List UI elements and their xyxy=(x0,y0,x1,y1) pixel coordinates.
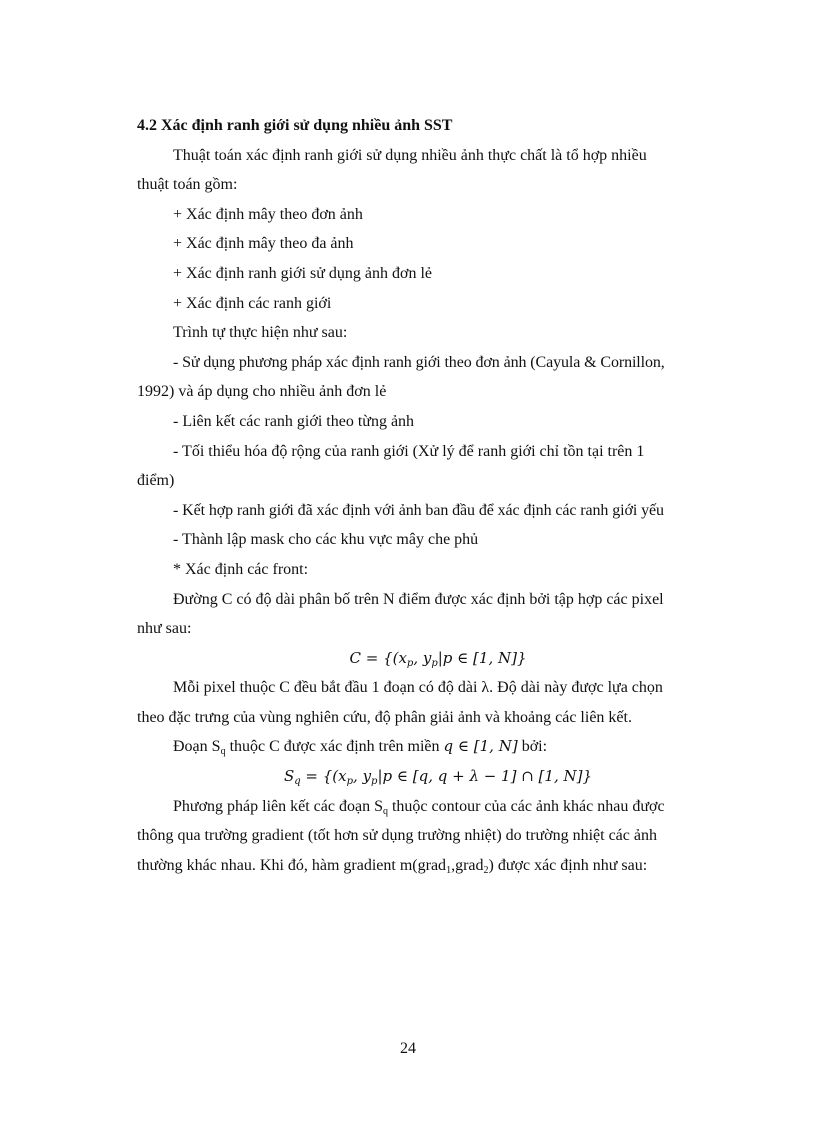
list-item-cloud-multi: + Xác định mây theo đa ảnh xyxy=(173,235,354,253)
list-item-cloud-single: + Xác định mây theo đơn ảnh xyxy=(173,205,363,223)
eq-curve-mid: , y xyxy=(413,648,432,667)
link-text-sub: q xyxy=(382,805,388,817)
eq-seg-eq: = {(x xyxy=(300,767,347,786)
list-item-boundaries: + Xác định các ranh giới xyxy=(173,294,332,312)
eq-seg-rhs: |p ∈ [q, q + λ − 1] ∩ [1, N]} xyxy=(377,767,593,786)
gradient-line-2 xyxy=(137,851,739,881)
paragraph-intro-line-2: thuật toán gồm: xyxy=(137,176,238,194)
equation-curve xyxy=(137,644,739,674)
paragraph-sequence: Trình tự thực hiện như sau: xyxy=(173,324,348,342)
eq-curve-rhs: |p ∈ [1, N]} xyxy=(437,648,527,667)
step-1-line-2: 1992) và áp dụng cho nhiều ảnh đơn lẻ xyxy=(137,383,387,401)
curve-line-2: như sau: xyxy=(137,620,192,638)
fronts-heading: * Xác định các front: xyxy=(173,560,309,578)
segment-text-pre: Đoạn S xyxy=(173,738,221,756)
pixel-line-2: theo đặc trưng của vùng nghiên cứu, độ phân giải ảnh và khoảng các liên kết. xyxy=(137,708,632,726)
gradient-text-mid: ,grad xyxy=(451,856,484,874)
eq-curve-lhs: C = {(x xyxy=(349,648,407,667)
list-item-boundary-single: + Xác định ranh giới sử dụng ảnh đơn lẻ xyxy=(173,264,433,282)
link-text-pre: Phương pháp liên kết các đoạn S xyxy=(173,797,383,815)
page-number: 24 xyxy=(400,1040,416,1057)
gradient-sub-1: 1 xyxy=(446,864,452,876)
gradient-text-pre: thường khác nhau. Khi đó, hàm gradient m(grad xyxy=(137,856,447,874)
pixel-line-1: Mỗi pixel thuộc C đều bắt đầu 1 đoạn có độ dài λ. Độ dài này được lựa chọn xyxy=(173,679,663,697)
step-5: - Thành lập mask cho các khu vực mây che phủ xyxy=(173,531,479,549)
page-content xyxy=(137,111,739,880)
step-2: - Liên kết các ranh giới theo từng ảnh xyxy=(173,412,415,430)
link-line-1 xyxy=(137,792,739,822)
gradient-sub-2: 2 xyxy=(483,864,489,876)
eq-seg-sub-2: p xyxy=(371,776,378,788)
step-3-line-2: điểm) xyxy=(137,472,175,490)
eq-seg-lhs: S xyxy=(283,767,295,786)
paragraph-intro-line-1: Thuật toán xác định ranh giới sử dụng nhiều ảnh thực chất là tổ hợp nhiều xyxy=(173,146,647,164)
curve-line-1: Đường C có độ dài phân bố trên N điểm được xác định bởi tập hợp các pixel xyxy=(173,590,664,608)
segment-text-sub: q xyxy=(220,746,226,758)
segment-definition xyxy=(137,732,739,762)
eq-curve-sub-1: p xyxy=(406,657,414,669)
equation-segment xyxy=(137,762,739,792)
segment-domain: q ∈ [1, N] xyxy=(443,737,518,756)
eq-seg-lhs-sub: q xyxy=(294,776,301,788)
eq-seg-sub-1: p xyxy=(346,776,354,788)
eq-seg-mid: , y xyxy=(353,767,372,786)
eq-curve-sub-2: p xyxy=(431,657,438,669)
link-text-post: thuộc contour của các ảnh khác nhau được xyxy=(387,797,665,815)
gradient-line-1: thông qua trường gradient (tốt hơn sử dụng trường nhiệt) do trường nhiệt các ảnh xyxy=(137,827,657,845)
step-4: - Kết hợp ranh giới đã xác định với ảnh ban đầu để xác định các ranh giới yếu xyxy=(173,501,664,519)
segment-text-mid: thuộc C được xác định trên miền xyxy=(225,738,444,756)
gradient-text-post: ) được xác định như sau: xyxy=(488,856,648,874)
section-heading: 4.2 Xác định ranh giới sử dụng nhiều ảnh SST xyxy=(137,117,453,134)
segment-text-post: bởi: xyxy=(517,738,548,756)
step-1-line-1: - Sử dụng phương pháp xác định ranh giới theo đơn ảnh (Cayula & Cornillon, xyxy=(173,353,665,371)
step-3-line-1: - Tối thiểu hóa độ rộng của ranh giới (Xử lý để ranh giới chỉ tồn tại trên 1 xyxy=(173,442,645,460)
